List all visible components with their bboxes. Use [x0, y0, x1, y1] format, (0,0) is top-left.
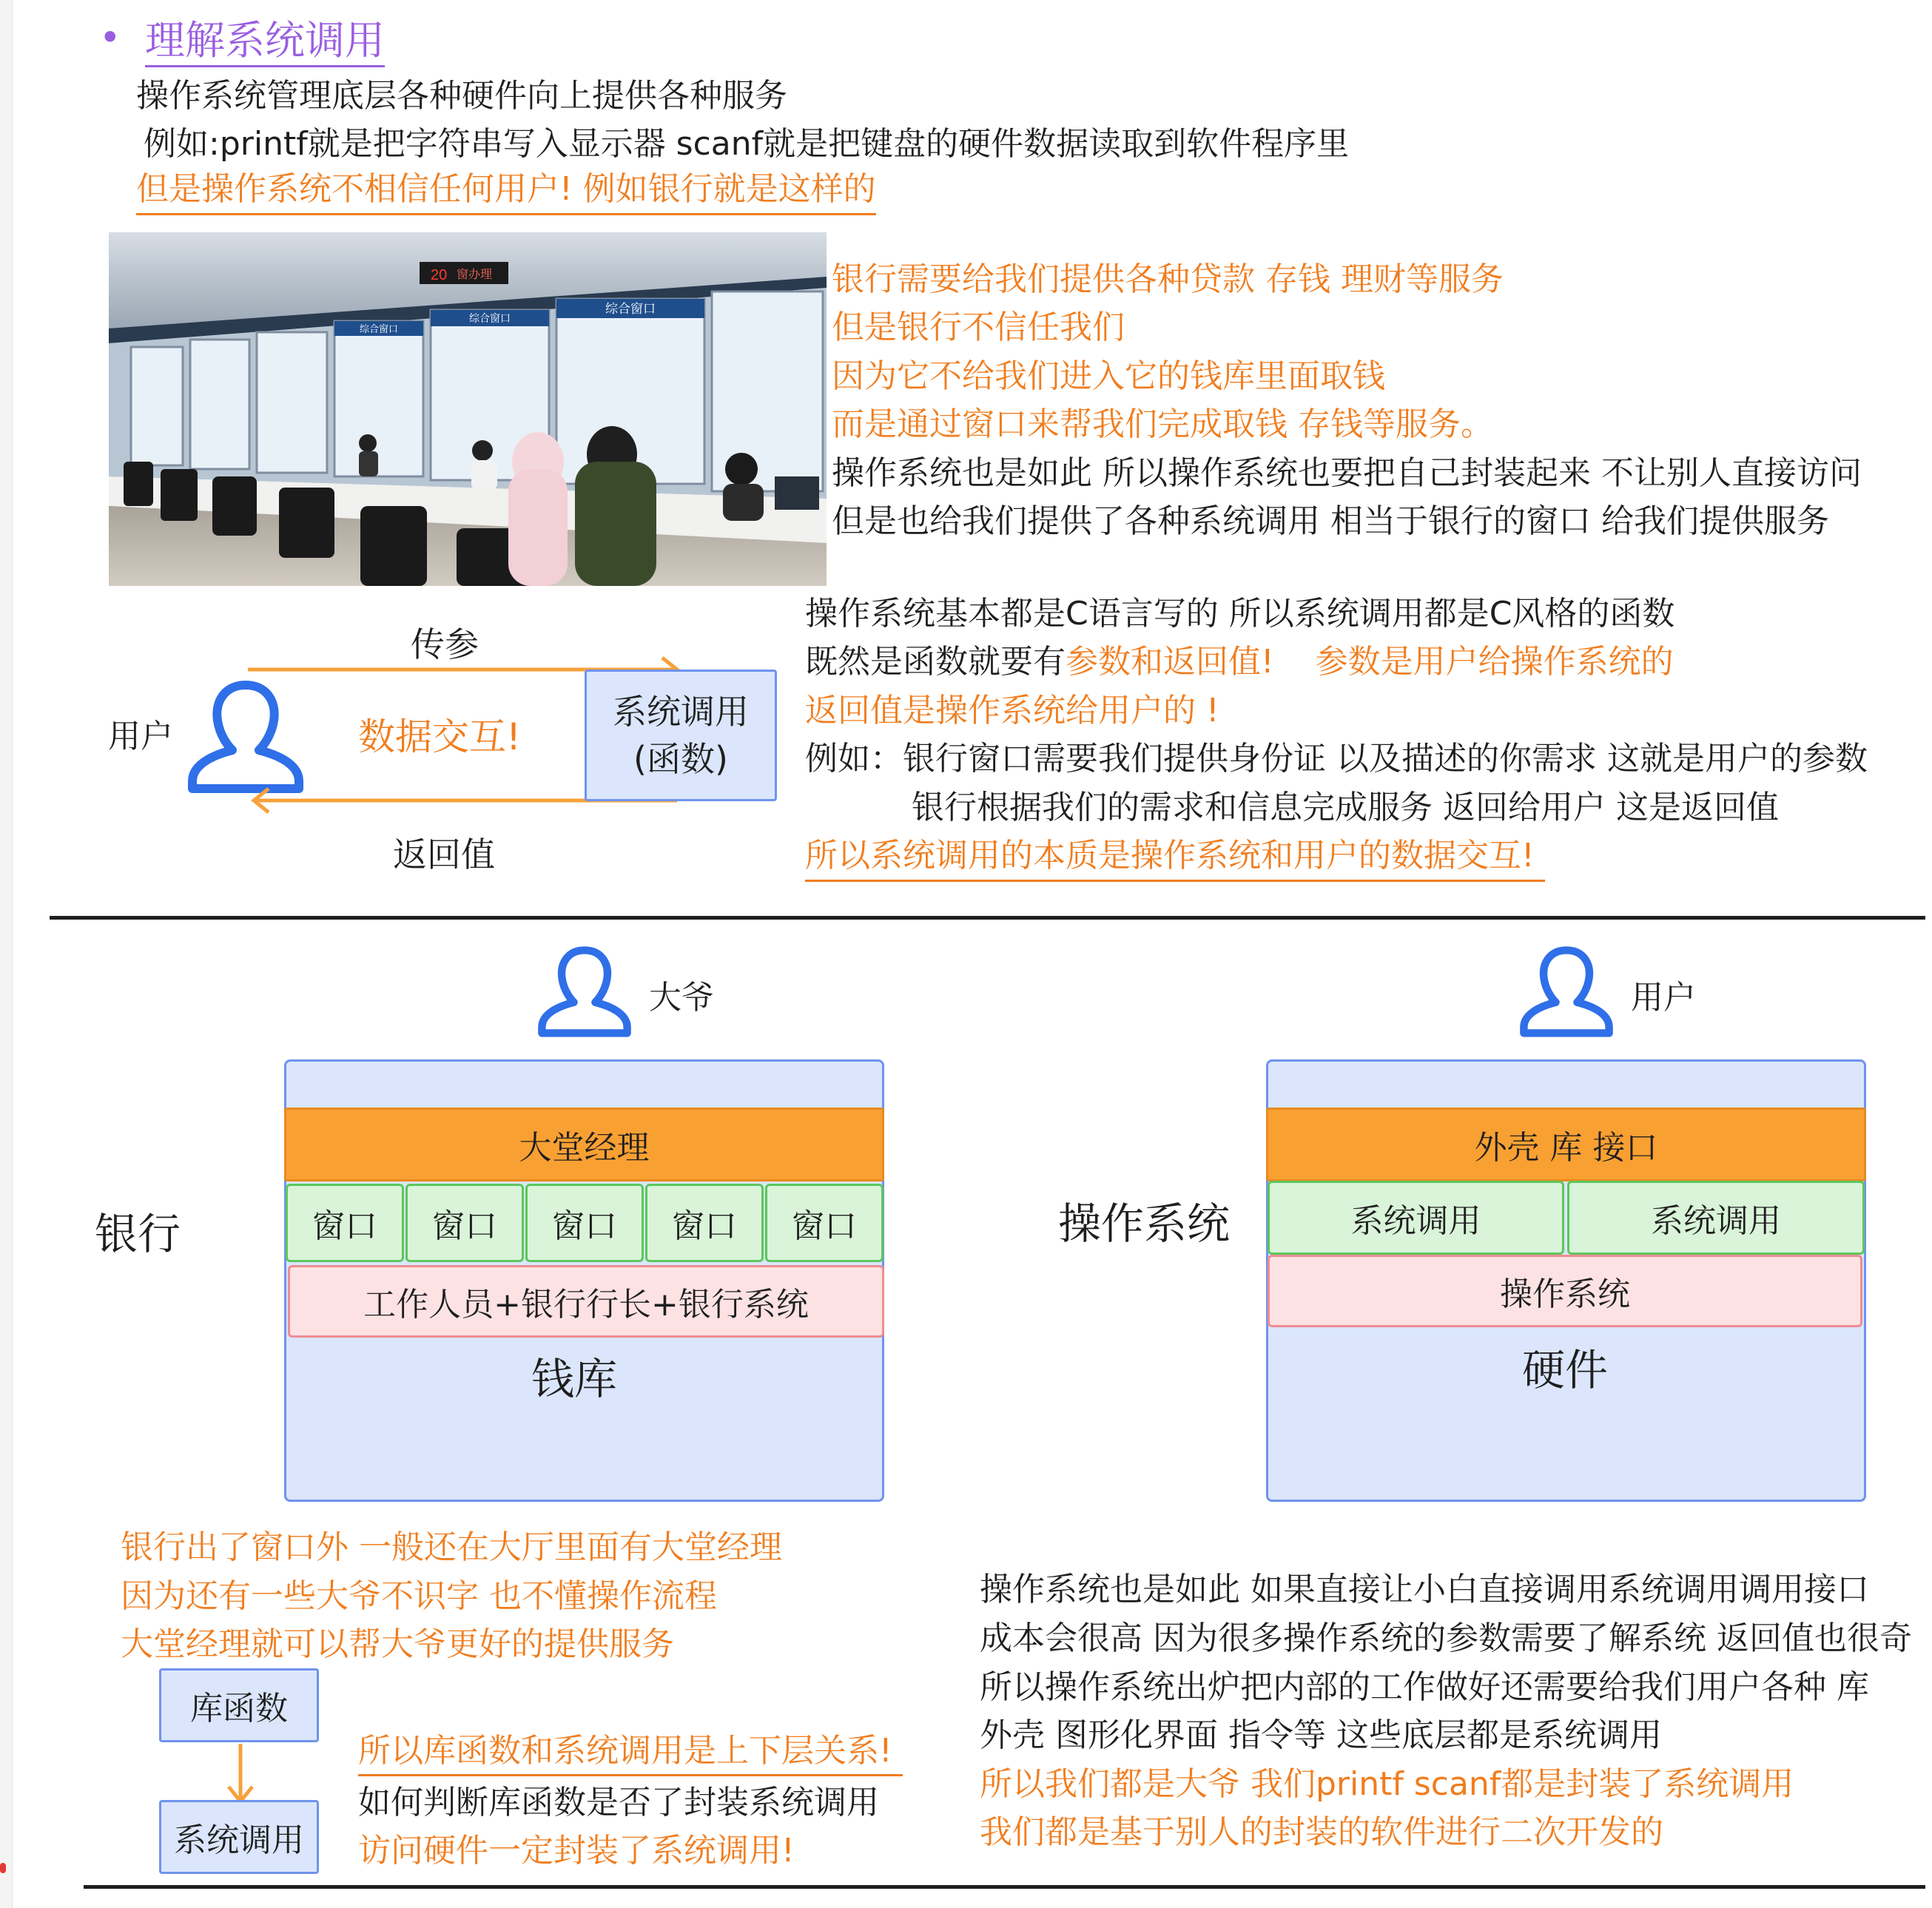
explain-line-4: 例如：银行窗口需要我们提供身份证 以及描述的你需求 这就是用户的参数 — [805, 740, 1868, 778]
photo-header-sign: 窗办理 — [457, 269, 493, 281]
bank-note-5: 操作系统也是如此 所以操作系统也要把自己封装起来 不让别人直接访问 — [832, 454, 1862, 492]
bank-side-label: 银行 — [95, 1209, 181, 1259]
os-note-1: 操作系统也是如此 如果直接让小白直接调用系统调用调用接口 — [980, 1571, 1869, 1608]
bank-lobby-manager: 大堂经理 — [284, 1108, 884, 1181]
bank-staff-bar: 工作人员+银行行长+银行系统 — [288, 1265, 884, 1338]
flow-pass-params: 传参 — [411, 624, 479, 664]
bank-note2-2: 因为还有一些大爷不识字 也不懂操作流程 — [121, 1577, 717, 1615]
bank-note2-1: 银行出了窗口外 一般还在大厅里面有大堂经理 — [121, 1528, 782, 1566]
os-note-3: 所以操作系统出炉把内部的工作做好还需要给我们用户各种 库 — [980, 1668, 1869, 1706]
explain-line-6: 所以系统调用的本质是操作系统和用户的数据交互! — [805, 834, 1545, 882]
explain-line-2-orange: 参数和返回值! 参数是用户给操作系统的 — [1066, 643, 1674, 681]
section-divider-1 — [50, 916, 1925, 920]
photo-counter-number: 20 — [431, 267, 448, 283]
os-syscall-1[interactable]: 系统调用 — [1268, 1181, 1564, 1255]
bank-note-2: 但是银行不信任我们 — [832, 309, 1125, 346]
bank-window-4[interactable]: 窗口 — [645, 1184, 764, 1262]
bank-counter-illustration — [109, 232, 827, 586]
section-divider-2 — [84, 1885, 1925, 1889]
explain-line-2 — [805, 638, 1674, 687]
flow-user-label: 用户 — [108, 718, 173, 755]
bank-note-1: 银行需要给我们提供各种贷款 存钱 理财等服务 — [832, 260, 1504, 298]
intro-line-2: 例如:printf就是把字符串写入显示器 scanf就是把键盘的硬件数据读取到软件程序里 — [144, 125, 1350, 163]
bank-counter-photo — [109, 232, 827, 586]
intro-line-3: 但是操作系统不相信任何用户! 例如银行就是这样的 — [136, 167, 876, 215]
intro-line-1: 操作系统管理底层各种硬件向上提供各种服务 — [136, 77, 787, 115]
os-syscall-2[interactable]: 系统调用 — [1567, 1181, 1865, 1255]
lib-line-2: 如何判断库函数是否了封装系统调用 — [358, 1784, 879, 1821]
bank-window-5[interactable]: 窗口 — [765, 1184, 883, 1262]
lib-syscall-box: 系统调用 — [159, 1800, 319, 1874]
person-icon — [537, 945, 632, 1040]
syscall-box-line-2: (函数) — [633, 739, 728, 779]
flow-return-value: 返回值 — [393, 835, 495, 874]
bank-window-2[interactable]: 窗口 — [405, 1184, 524, 1262]
os-note-4: 外壳 图形化界面 指令等 这些底层都是系统调用 — [980, 1716, 1662, 1754]
os-shell-bar: 外壳 库 接口 — [1266, 1108, 1866, 1181]
page-left-edge — [0, 0, 13, 1908]
syscall-box-line-1: 系统调用 — [613, 692, 749, 732]
bank-vault-label: 钱库 — [531, 1354, 618, 1404]
heading-title[interactable]: 理解系统调用 — [145, 16, 385, 67]
explain-line-5: 银行根据我们的需求和信息完成服务 返回给用户 这是返回值 — [912, 789, 1779, 826]
bank-window-1[interactable]: 窗口 — [286, 1184, 404, 1262]
edge-marker — [0, 1863, 6, 1873]
bank-window-3[interactable]: 窗口 — [525, 1184, 644, 1262]
person-icon — [186, 679, 305, 798]
arrow-down — [226, 1744, 255, 1806]
os-person-label: 用户 — [1631, 979, 1696, 1017]
heading-bullet: • — [99, 16, 121, 59]
bank-note2-3: 大堂经理就可以帮大爷更好的提供服务 — [121, 1625, 674, 1663]
explain-line-2-black: 既然是函数就要有 — [805, 643, 1066, 681]
lib-line-3: 访问硬件一定封装了系统调用! — [358, 1832, 795, 1870]
os-kernel-bar: 操作系统 — [1268, 1255, 1862, 1327]
explain-line-1: 操作系统基本都是C语言写的 所以系统调用都是C风格的函数 — [805, 595, 1675, 633]
bank-note-4: 而是通过窗口来帮我们完成取钱 存钱等服务。 — [832, 405, 1493, 443]
os-note-6: 我们都是基于别人的封装的软件进行二次开发的 — [980, 1813, 1663, 1851]
bank-note-6: 但是也给我们提供了各种系统调用 相当于银行的窗口 给我们提供服务 — [832, 502, 1829, 540]
lib-line-1: 所以库函数和系统调用是上下层关系! — [358, 1730, 903, 1776]
person-icon — [1519, 945, 1614, 1040]
explain-line-3: 返回值是操作系统给用户的 ! — [805, 692, 1219, 729]
flow-data-exchange: 数据交互! — [358, 715, 522, 758]
os-side-label: 操作系统 — [1058, 1199, 1231, 1249]
svg-text:综合窗口: 综合窗口 — [469, 312, 511, 324]
bank-note-3: 因为它不给我们进入它的钱库里面取钱 — [832, 357, 1385, 395]
os-note-2: 成本会很高 因为很多操作系统的参数需要了解系统 返回值也很奇 — [980, 1619, 1912, 1657]
os-note-5: 所以我们都是大爷 我们printf scanf都是封装了系统调用 — [980, 1765, 1794, 1803]
photo-sign-window1: 综合窗口 — [359, 323, 399, 334]
photo-sign-window2: 综合窗口 — [605, 302, 656, 316]
syscall-function-box — [585, 670, 777, 801]
bank-person-label: 大爷 — [649, 979, 714, 1017]
os-hardware-label: 硬件 — [1522, 1345, 1609, 1395]
lib-function-box: 库函数 — [159, 1668, 319, 1742]
